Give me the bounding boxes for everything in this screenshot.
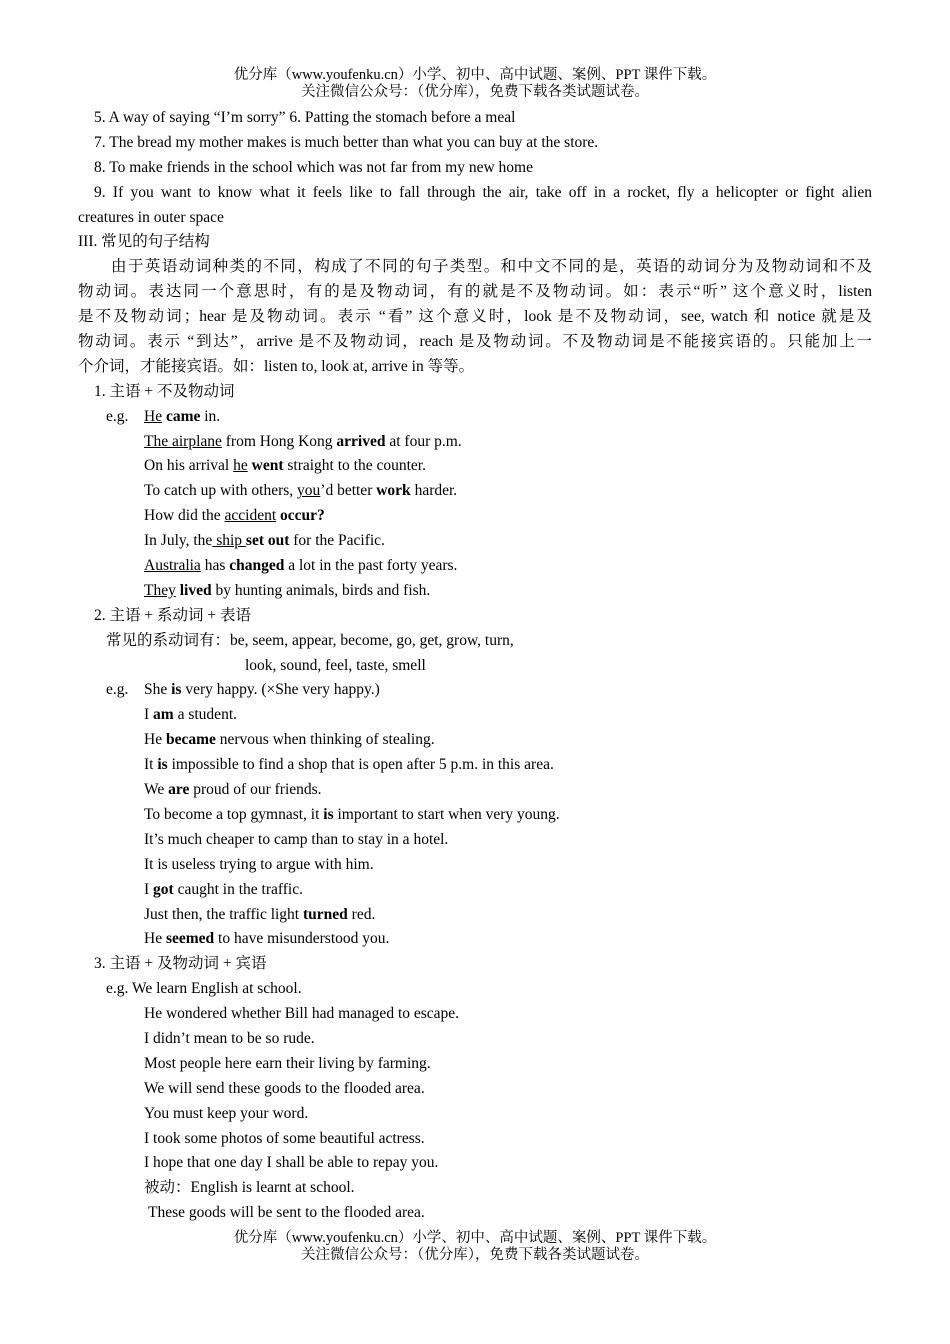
subject: accident xyxy=(224,507,277,525)
pattern-3-example-2: He wondered whether Bill had managed to escape. xyxy=(144,1005,460,1023)
verb: went xyxy=(251,457,284,475)
section-3-para-line-2: 物动词。表达同一个意思时，有的是及物动词，有的就是不及物动词。如：表示“听” 这个意义时，listen xyxy=(78,283,872,301)
pattern-3-passive: 被动：English is learnt at school. xyxy=(144,1179,355,1197)
subject: he xyxy=(233,457,248,475)
page-footer xyxy=(0,1230,950,1264)
answer-7: 7. The bread my mother makes is much better than what you can buy at the store. xyxy=(94,133,599,151)
document-body xyxy=(78,106,872,1226)
answer-9-line-2: creatures in outer space xyxy=(78,208,224,226)
verb: lived xyxy=(179,581,212,599)
pattern-3-example-4: Most people here earn their living by farming. xyxy=(144,1054,431,1072)
verb: is xyxy=(171,681,182,699)
pattern-2-example-7: It’s much cheaper to camp than to stay in a hotel. xyxy=(144,830,449,848)
section-3-title: III. 常见的句子结构 xyxy=(78,233,210,251)
pattern-2-example-8: It is useless trying to argue with him. xyxy=(144,855,374,873)
pattern-3-example-5: We will send these goods to the flooded area. xyxy=(144,1079,425,1097)
verb: work xyxy=(376,482,411,500)
pattern-3-passive-example: These goods will be sent to the flooded area. xyxy=(148,1204,425,1222)
pattern-3-example-6: You must keep your word. xyxy=(144,1104,309,1122)
footer-line-1: 优分库（www.youfenku.cn）小学、初中、高中试题、案例、PPT 课件下载。 xyxy=(233,1230,717,1246)
pattern-2-example-11: He seemed to have misunderstood you. xyxy=(144,930,390,948)
pattern-3-example-7: I took some photos of some beautiful actress. xyxy=(144,1129,425,1147)
answer-9-line-1: 9. If you want to know what it feels like to fall through the air, take off in a rocket, fly a helicopter or fight alien xyxy=(94,183,872,201)
section-3-para-line-4: 物动词。表示 “到达”，arrive 是不及物动词，reach 是及物动词。不及物动词是不能接宾语的。只能加上一 xyxy=(78,333,872,351)
pattern-2-example-5: We are proud of our friends. xyxy=(144,781,322,799)
verb: seemed xyxy=(165,930,215,948)
subject: you xyxy=(297,482,321,500)
section-3-para-line-3: 是不及物动词；hear 是及物动词。表示 “看” 这个意义时，look 是不及物动词，see, watch 和 notice 就是及 xyxy=(78,308,872,326)
verb: am xyxy=(153,706,174,724)
pattern-1-example-2: The airplane from Hong Kong arrived at four p.m. xyxy=(144,432,462,450)
verb: occur? xyxy=(280,507,325,525)
pattern-2-example-3: He became nervous when thinking of stealing. xyxy=(144,731,435,749)
verb: came xyxy=(165,407,201,425)
verb: is xyxy=(323,805,334,823)
subject: Australia xyxy=(144,557,201,575)
pattern-3-heading: 3. 主语 + 及物动词 + 宾语 xyxy=(94,955,267,973)
footer-line-2: 关注微信公众号：（优分库），免费下载各类试题试卷。 xyxy=(301,1247,649,1263)
pattern-1-example-7: Australia has changed a lot in the past forty years. xyxy=(144,557,458,575)
section-3-para-line-1: 由于英语动词种类的不同，构成了不同的句子类型。和中文不同的是，英语的动词分为及物动词和不及 xyxy=(111,258,872,276)
pattern-2-example-1: e.g. She is very happy. (×She very happy.) xyxy=(78,678,872,703)
answer-5-6: 5. A way of saying “I’m sorry” 6. Patting the stomach before a meal xyxy=(94,109,516,126)
pattern-2-linking-verbs-line-1: 常见的系动词有：be, seem, appear, become, go, get, grow, turn, xyxy=(106,631,514,649)
verb: turned xyxy=(303,905,348,923)
pattern-2-example-10: Just then, the traffic light turned red. xyxy=(144,905,376,923)
pattern-2-example-6: To become a top gymnast, it is important to start when very young. xyxy=(144,805,560,823)
pattern-2-example-4: It is impossible to find a shop that is open after 5 p.m. in this area. xyxy=(144,756,554,774)
verb: arrived xyxy=(336,432,386,450)
subject: The airplane xyxy=(144,432,222,450)
subject: ship xyxy=(212,532,246,550)
pattern-1-example-6: In July, the ship set out for the Pacific. xyxy=(144,532,385,550)
section-3-para-line-5: 个介词，才能接宾语。如：listen to, look at, arrive in 等等。 xyxy=(78,357,475,375)
pattern-1-example-5: How did the accident occur? xyxy=(144,507,325,525)
pattern-1-example-3: On his arrival he went straight to the counter. xyxy=(144,457,426,475)
pattern-2-example-2: I am a student. xyxy=(144,706,237,724)
pattern-1-example-4: To catch up with others, you’d better work harder. xyxy=(144,482,458,500)
verb: are xyxy=(168,781,190,799)
pattern-2-example-9: I got caught in the traffic. xyxy=(144,880,303,898)
pattern-1-example-1: e.g. He came in. xyxy=(78,405,872,430)
subject: They xyxy=(144,581,176,599)
pattern-2-heading: 2. 主语 + 系动词 + 表语 xyxy=(94,606,251,624)
pattern-1-example-8: They lived by hunting animals, birds and fish. xyxy=(144,581,431,599)
eg-label: e.g. xyxy=(106,407,129,425)
pattern-2-linking-verbs-line-2: look, sound, feel, taste, smell xyxy=(245,656,426,674)
pattern-3-example-3: I didn’t mean to be so rude. xyxy=(144,1029,315,1047)
header-line-1: 优分库（www.youfenku.cn）小学、初中、高中试题、案例、PPT 课件下载。 xyxy=(233,67,717,83)
verb: became xyxy=(165,731,216,749)
page-header xyxy=(0,67,950,101)
verb: changed xyxy=(229,557,285,575)
verb: is xyxy=(157,756,168,774)
eg-label: e.g. xyxy=(106,681,129,699)
answer-8: 8. To make friends in the school which was not far from my new home xyxy=(94,158,533,176)
verb: got xyxy=(153,880,174,898)
verb: set out xyxy=(245,532,290,550)
pattern-3-example-8: I hope that one day I shall be able to repay you. xyxy=(144,1154,439,1172)
pattern-1-heading: 1. 主语 + 不及物动词 xyxy=(94,382,235,400)
subject: He xyxy=(144,407,163,425)
pattern-3-example-1: e.g. We learn English at school. xyxy=(106,980,302,998)
header-line-2: 关注微信公众号：（优分库），免费下载各类试题试卷。 xyxy=(301,84,649,100)
